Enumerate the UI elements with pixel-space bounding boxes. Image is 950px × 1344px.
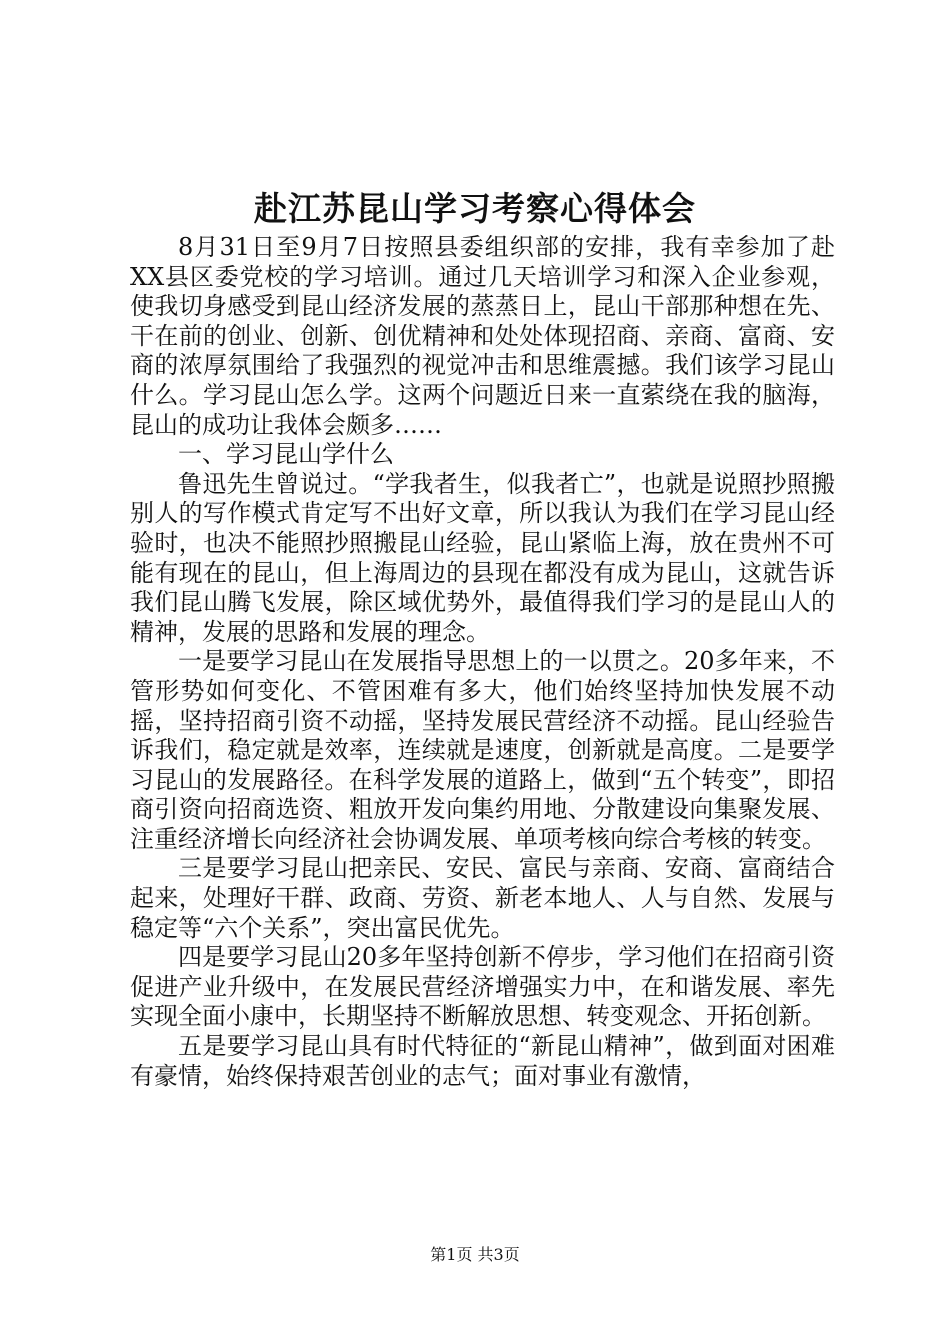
paragraph-point-four: 四是要学习昆山20多年坚持创新不停步，学习他们在招商引资促进产业升级中，在发展民营经济增强实力中，在和谐发展、率先实现全面小康中，长期坚持不断解放思想、转变观念、开拓创新。	[130, 943, 835, 1031]
page-footer: 第1页 共3页	[430, 1245, 520, 1264]
document-title: 赴江苏昆山学习考察心得体会	[254, 189, 696, 228]
section-heading: 一、学习昆山学什么	[178, 440, 394, 469]
paragraph-point-three: 三是要学习昆山把亲民、安民、富民与亲商、安商、富商结合起来，处理好干群、政商、劳资、新老本地人、人与自然、发展与稳定等“六个关系”，突出富民优先。	[130, 854, 835, 942]
paragraph-point-five: 五是要学习昆山具有时代特征的“新昆山精神”，做到面对困难有豪情，始终保持艰苦创业的志气；面对事业有激情，	[130, 1032, 835, 1090]
paragraph-luxun: 鲁迅先生曾说过。“学我者生，似我者亡”，也就是说照抄照搬别人的写作模式肯定写不出好文章，所以我认为我们在学习昆山经验时，也决不能照抄照搬昆山经验，昆山紧临上海，放在贵州不可能有现在的昆山，但上海周边的县现在都没有成为昆山，这就告诉我们昆山腾飞发展，除区域优势外，最值得我们学习的是昆山人的精神，发展的思路和发展的理念。	[130, 469, 835, 646]
paragraph-intro: 8月31日至9月7日按照县委组织部的安排，我有幸参加了赴XX县区委党校的学习培训。通过几天培训学习和深入企业参观，使我切身感受到昆山经济发展的蒸蒸日上，昆山干部那种想在先、干在前的创业、创新、创优精神和处处体现招商、亲商、富商、安商的浓厚氛围给了我强烈的视觉冲击和思维震撼。我们该学习昆山什么。学习昆山怎么学。这两个问题近日来一直萦绕在我的脑海，昆山的成功让我体会颇多……	[130, 233, 835, 439]
document-body	[130, 233, 835, 1091]
paragraph-point-one-two: 一是要学习昆山在发展指导思想上的一以贯之。20多年来，不管形势如何变化、不管困难有多大，他们始终坚持加快发展不动摇，坚持招商引资不动摇，坚持发展民营经济不动摇。昆山经验告诉我们，稳定就是效率，连续就是速度，创新就是高度。二是要学习昆山的发展路径。在科学发展的道路上，做到“五个转变”，即招商引资向招商选资、粗放开发向集约用地、分散建设向集聚发展、注重经济增长向经济社会协调发展、单项考核向综合考核的转变。	[130, 647, 835, 853]
